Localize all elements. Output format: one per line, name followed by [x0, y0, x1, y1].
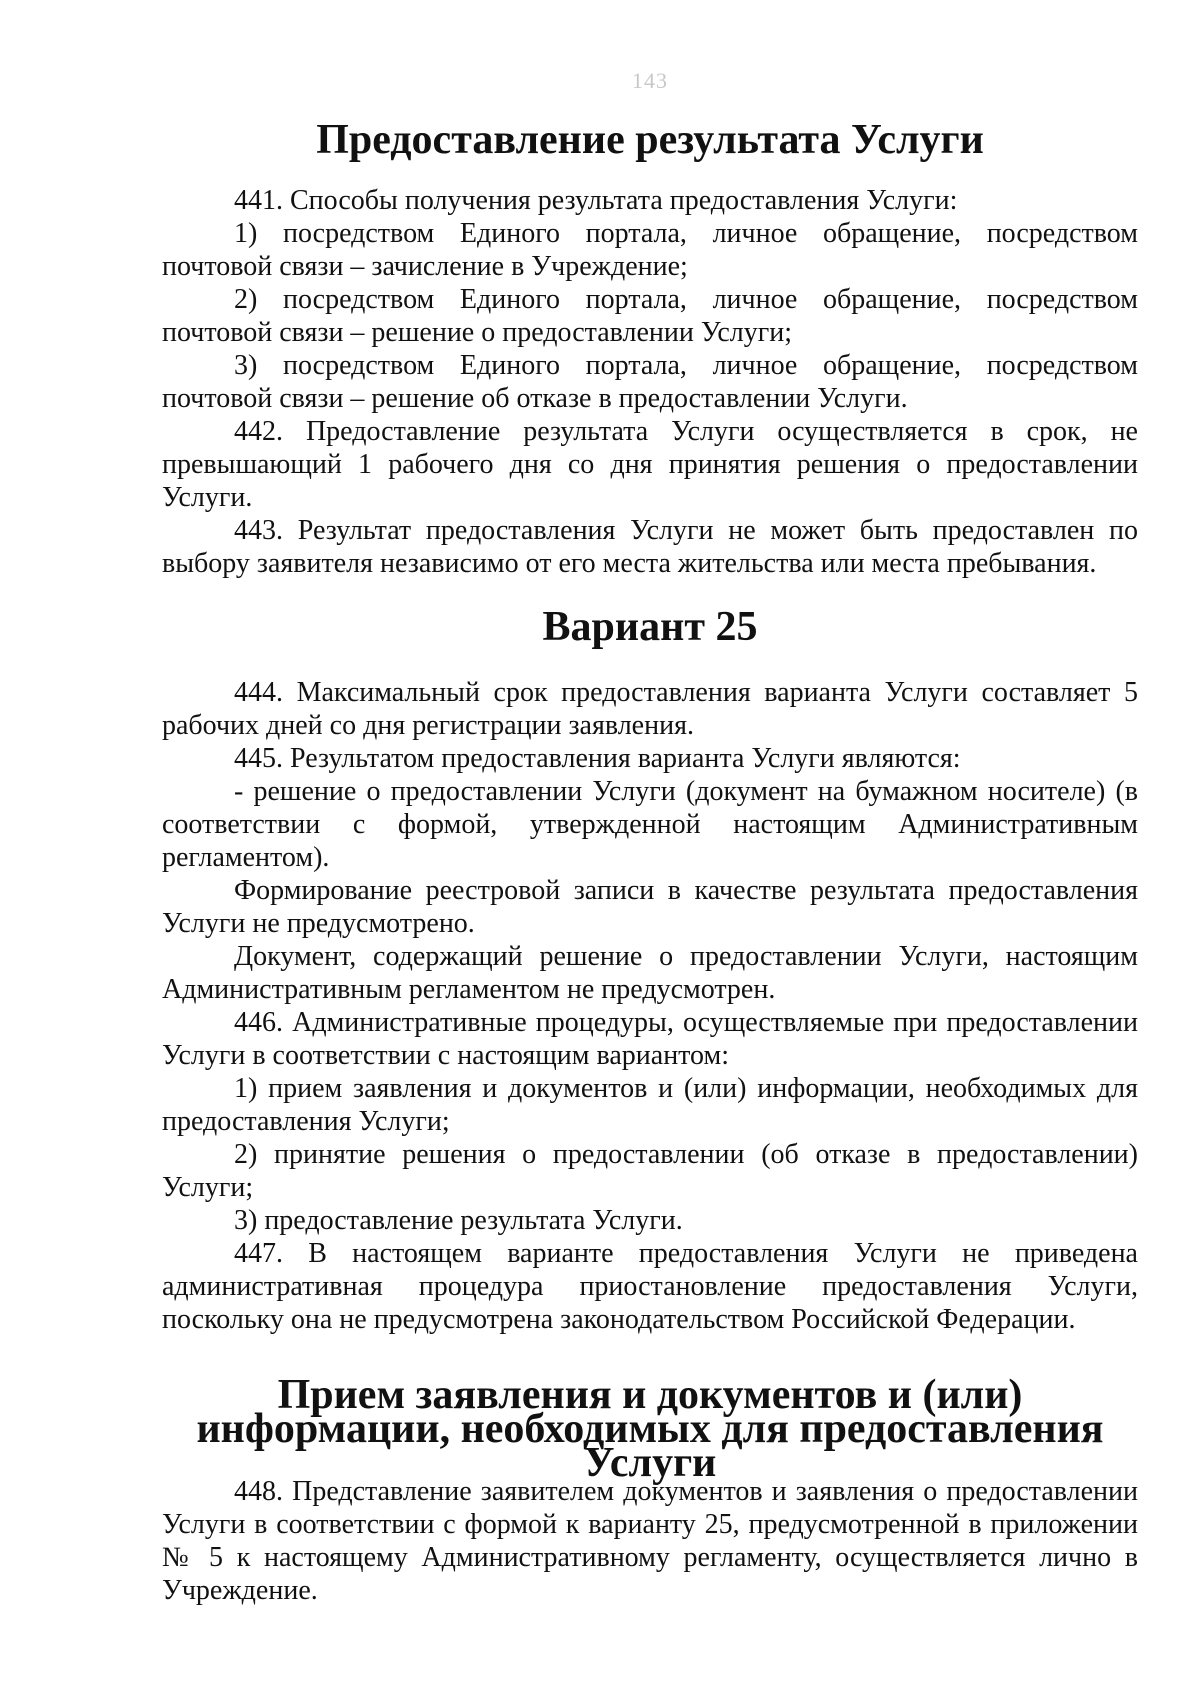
page-number: 143 — [632, 68, 668, 93]
paragraph-443: 443. Результат предоставления Услуги не может быть предоставлен по выбору заявителя независимо от его места жительства или места пребывания. — [162, 515, 1138, 579]
paragraph-441-item-3: 3) посредством Единого портала, личное обращение, посредством почтовой связи – решение об отказе в предоставлении Услуги. — [162, 350, 1138, 414]
paragraph-445: 445. Результатом предоставления варианта Услуги являются: — [234, 743, 961, 774]
paragraph-444: 444. Максимальный срок предоставления варианта Услуги составляет 5 рабочих дней со дня регистрации заявления. — [162, 677, 1138, 741]
section-title-variant-25: Вариант 25 — [542, 604, 758, 650]
section-body-result-provision — [162, 184, 1138, 580]
paragraph-446: 446. Административные процедуры, осуществляемые при предоставлении Услуги в соответствии с настоящим вариантом: — [162, 1007, 1138, 1071]
paragraph-441: 441. Способы получения результата предоставления Услуги: — [234, 185, 958, 216]
paragraph-441-item-2: 2) посредством Единого портала, личное обращение, посредством почтовой связи – решение о предоставлении Услуги; — [162, 284, 1138, 348]
paragraph-442: 442. Предоставление результата Услуги осуществляется в срок, не превышающий 1 рабочего дня со дня принятия решения о предоставлении Услуги. — [162, 416, 1138, 513]
paragraph-447: 447. В настоящем варианте предоставления Услуги не приведена административная процедура приостановление предоставления Услуги, поскольку она не предусмотрена законодательством Российской Федерации. — [162, 1238, 1138, 1335]
paragraph-registry-record: Формирование реестровой записи в качестве результата предоставления Услуги не предусмотрено. — [162, 875, 1138, 939]
paragraph-446-item-2: 2) принятие решения о предоставлении (об отказе в предоставлении) Услуги; — [162, 1139, 1138, 1203]
section-body-variant-25 — [162, 676, 1138, 1336]
paragraph-445-item: - решение о предоставлении Услуги (документ на бумажном носителе) (в соответствии с формой, утвержденной настоящим Административным регламентом). — [162, 776, 1138, 873]
paragraph-448: 448. Представление заявителем документов и заявления о предоставлении Услуги в соответствии с формой к варианту 25, предусмотренной в приложении № 5 к настоящему Административному регламенту, осуществляется лично в Учреждение. — [162, 1476, 1138, 1606]
paragraph-decision-document: Документ, содержащий решение о предоставлении Услуги, настоящим Административным регламентом не предусмотрен. — [162, 941, 1138, 1005]
paragraph-446-item-1: 1) прием заявления и документов и (или) информации, необходимых для предоставления Услуги; — [162, 1073, 1138, 1137]
section-title-result-provision: Предоставление результата Услуги — [316, 117, 984, 163]
section-title-application-intake: Прием заявления и документов и (или) информации, необходимых для предоставления Услуги — [196, 1372, 1104, 1486]
paragraph-441-item-1: 1) посредством Единого портала, личное обращение, посредством почтовой связи – зачисление в Учреждение; — [162, 218, 1138, 282]
section-body-application-intake — [162, 1475, 1138, 1607]
paragraph-446-item-3: 3) предоставление результата Услуги. — [234, 1205, 683, 1236]
